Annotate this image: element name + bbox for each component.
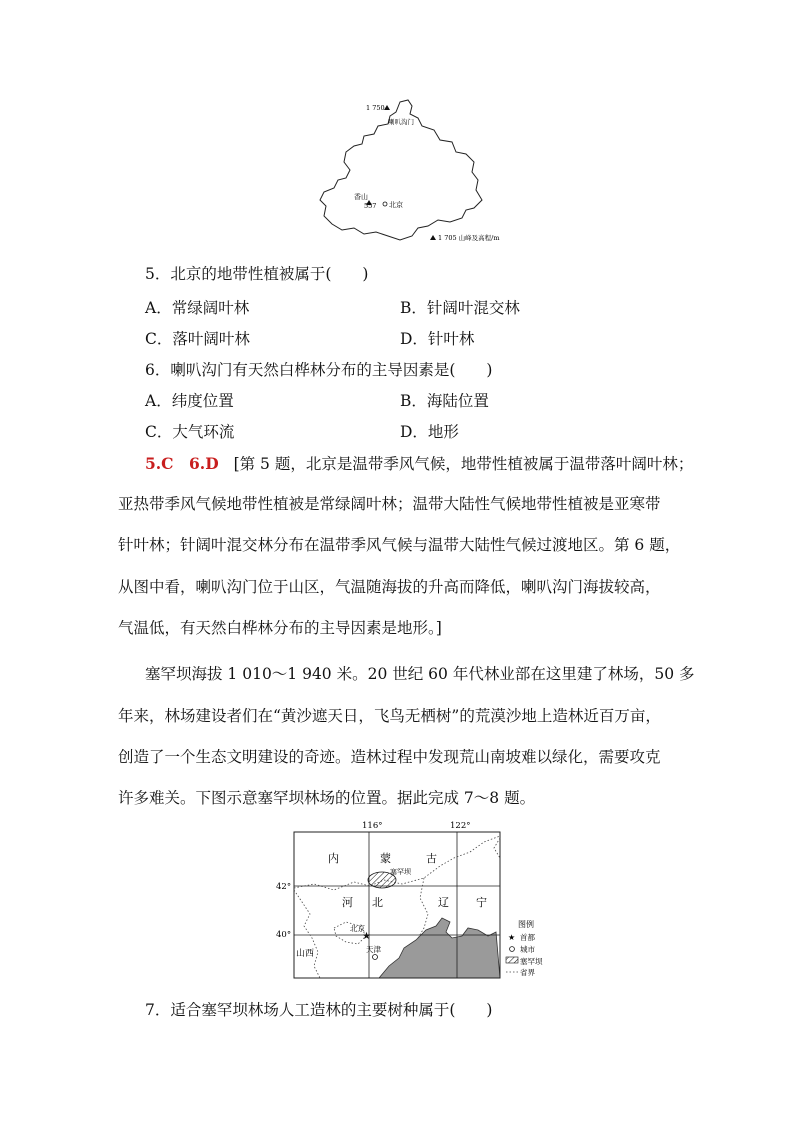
meng-label: 蒙 <box>380 852 391 865</box>
question-6-stem: 6．喇叭沟门有天然白桦林分布的主导因素是( ) <box>145 361 493 379</box>
legend-peak-icon <box>430 235 436 240</box>
legend-city-icon <box>510 947 515 952</box>
lat-40-label: 40° <box>276 930 292 940</box>
answer-line-5: 气温低，有天然白桦林分布的主导因素是地形。] <box>118 619 442 637</box>
question-5-stem: 5．北京的地带性植被属于( ) <box>145 265 369 283</box>
answer-line-2: 亚热带季风气候地带性植被是常绿阔叶林；温带大陆性气候地带性植被是亚寒带 <box>118 495 661 513</box>
peak-name-label: 喇叭沟门 <box>388 118 414 126</box>
answer-text-1: [第 5 题，北京是温带季风气候，地带性植被属于温带落叶阔叶林； <box>233 455 694 473</box>
passage-line-3: 创造了一个生态文明建设的奇迹。造林过程中发现荒山南坡难以绿化，需要攻克 <box>118 748 661 766</box>
shanxi-label: 山西 <box>296 949 315 959</box>
answer-line-4: 从图中看，喇叭沟门位于山区，气温随海拔的升高而降低，喇叭沟门海拔较高， <box>118 578 661 596</box>
legend-saihanba-label: 塞罕坝 <box>520 957 543 966</box>
gu-label: 古 <box>426 852 437 865</box>
legend-border-label: 省界 <box>520 968 535 977</box>
answer-line-1 <box>145 456 705 473</box>
legend-capital-label: 首都 <box>520 933 535 942</box>
passage-line-2: 年来，林场建设者们在“黄沙遮天日，飞鸟无栖树”的荒漠沙地上造林近百万亩， <box>118 707 661 725</box>
lat-42-label: 42° <box>276 882 292 892</box>
province-border-liaoning <box>418 878 428 938</box>
passage-line-4: 许多难关。下图示意塞罕坝林场的位置。据此完成 7～8 题。 <box>118 789 536 807</box>
beijing-city-label: 北京 <box>389 201 403 209</box>
legend-city-label: 城市 <box>520 945 535 954</box>
legend-star-icon: ★ <box>508 933 516 942</box>
question-7-stem: 7．适合塞罕坝林场人工造林的主要树种属于( ) <box>145 1001 493 1019</box>
bei-label: 北 <box>372 896 383 909</box>
bohai-sea <box>379 918 500 978</box>
q6-option-c: C．大气环流 <box>145 423 235 441</box>
saihanba-map <box>274 818 564 982</box>
answer-key: 5.C 6.D <box>145 454 219 473</box>
xiangshan-label: 香山 <box>354 193 368 201</box>
q5-option-a: A．常绿阔叶林 <box>145 299 250 317</box>
q6-option-b: B．海陆位置 <box>400 392 489 410</box>
tianjin-label: 天津 <box>366 945 381 954</box>
peak-triangle-icon <box>384 105 390 110</box>
q6-option-d: D．地形 <box>400 423 459 441</box>
passage-line-1: 塞罕坝海拔 1 010～1 940 米。20 世纪 60 年代林业部在这里建了林场，50 多 <box>145 665 695 683</box>
legend-title: 图例 <box>518 920 534 929</box>
saihanba-label: 塞罕坝 <box>390 868 411 876</box>
lon-122-label: 122° <box>450 821 471 831</box>
peak-elev-label: 1 750 <box>366 104 385 112</box>
province-border-north <box>294 836 500 890</box>
beijing-map <box>316 96 526 246</box>
ning-label: 宁 <box>476 896 487 909</box>
beijing-city-icon <box>383 202 387 206</box>
lon-116-label: 116° <box>362 821 383 831</box>
he-label: 河 <box>342 896 353 909</box>
liao-label: 辽 <box>438 896 449 909</box>
map1-legend-label: 1 705 山峰及高程/m <box>438 234 500 242</box>
beijing-label: 北京 <box>350 924 365 933</box>
province-border-shanxi <box>294 890 320 978</box>
nei-label: 内 <box>328 852 339 865</box>
q6-option-a: A．纬度位置 <box>145 392 234 410</box>
q5-option-c: C．落叶阔叶林 <box>145 330 250 348</box>
answer-line-3: 针叶林；针阔叶混交林分布在温带季风气候与温带大陆性气候过渡地区。第 6 题， <box>118 536 681 554</box>
q5-option-b: B．针阔叶混交林 <box>400 299 520 317</box>
q5-option-d: D．针叶林 <box>400 330 475 348</box>
legend-hatch-icon <box>506 957 518 963</box>
tianjin-city-icon <box>373 955 378 960</box>
capital-star-icon: ★ <box>362 931 371 942</box>
xiangshan-elev-label: 557 <box>364 202 377 210</box>
